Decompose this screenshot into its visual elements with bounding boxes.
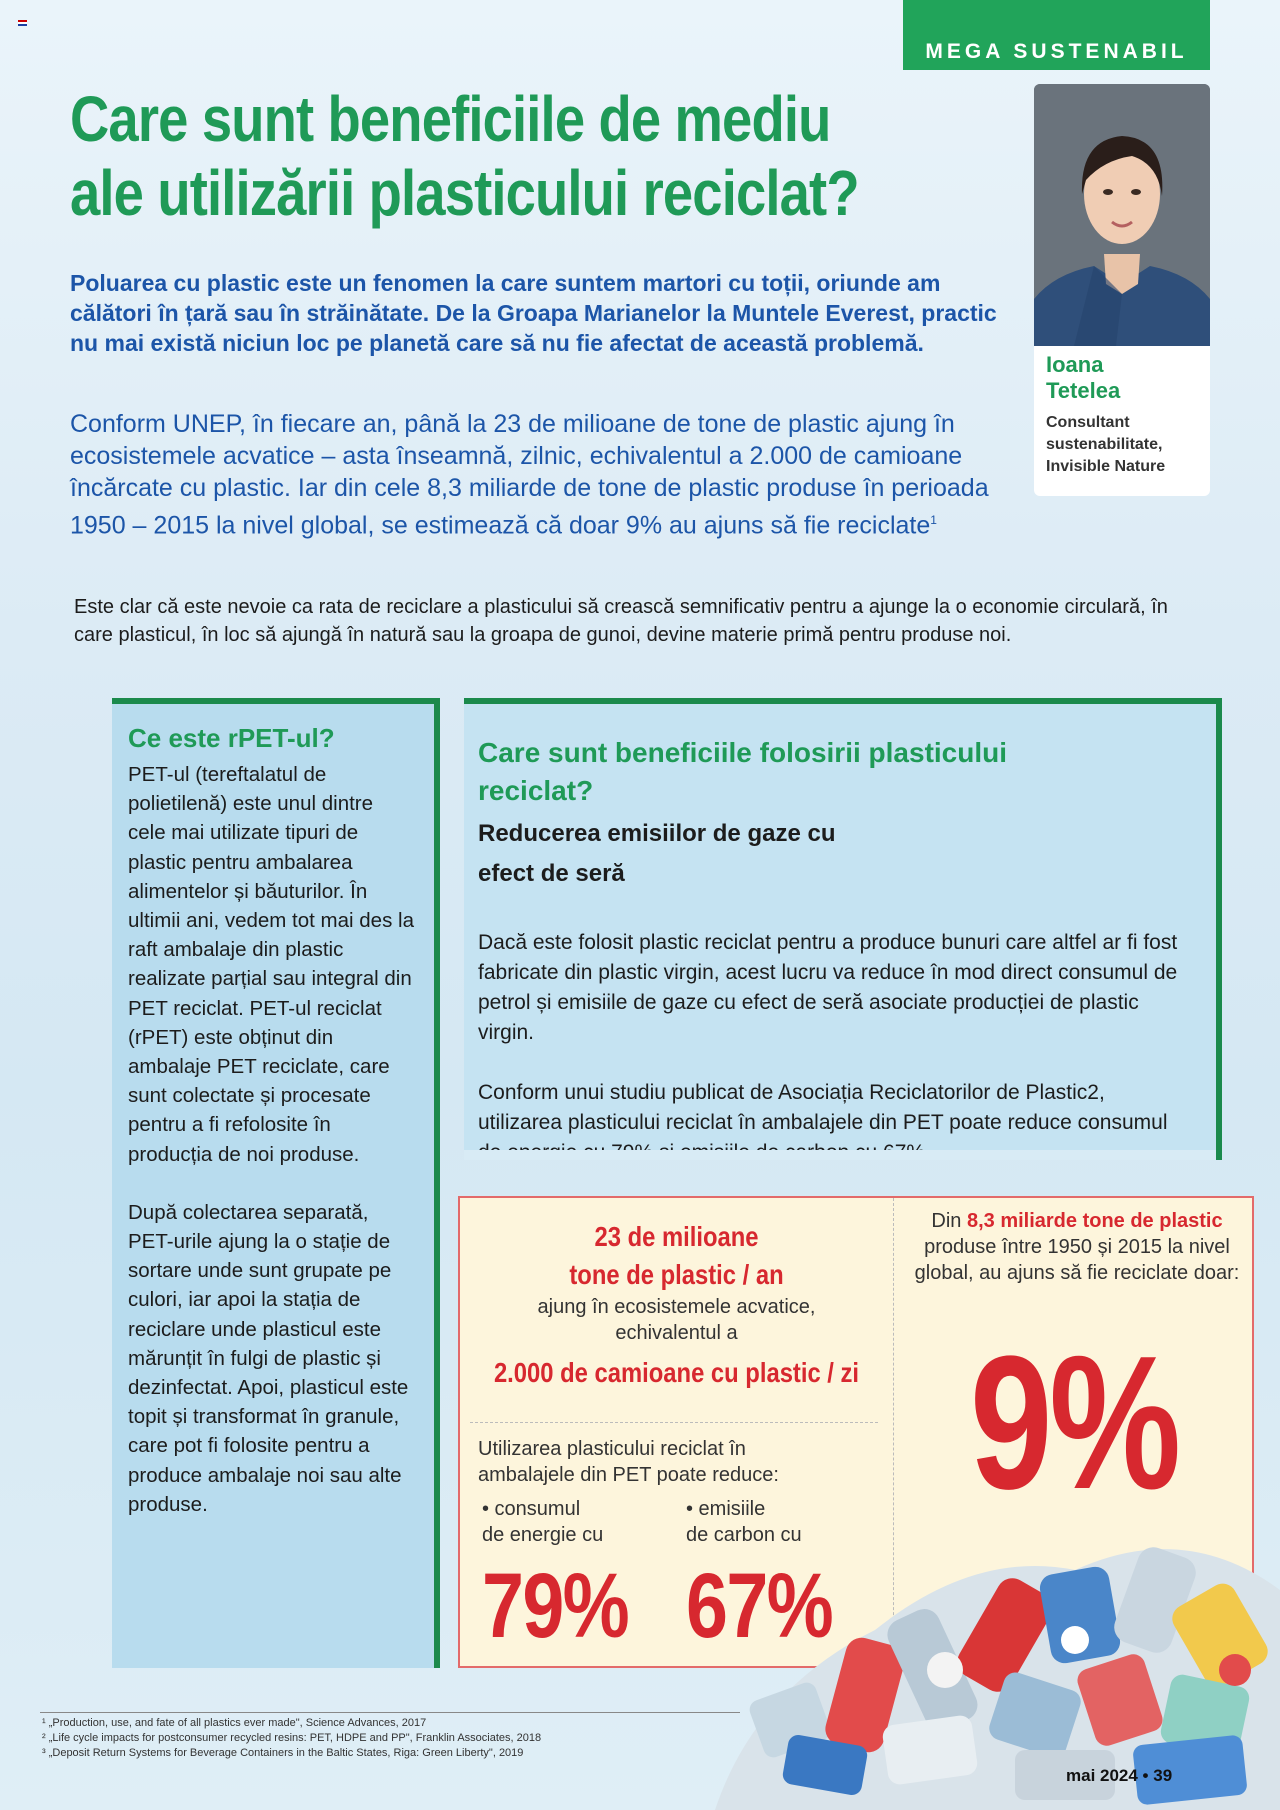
section-tag: MEGA SUSTENABIL: [903, 0, 1210, 70]
stat-recycled: Din 8,3 miliarde tone de plastic produse între 1950 și 2015 la nivel global, au ajuns să fie reciclate doar:: [914, 1210, 1240, 1284]
stat-energy: • consumul de energie cu 79%: [482, 1498, 629, 1657]
stat-reduction-intro: Utilizarea plasticului reciclat în ambalajele din PET poate reduce:: [478, 1438, 779, 1486]
footnote-divider: [40, 1712, 740, 1713]
intro-paragraph: Este clar că este nevoie ca rata de reciclare a plasticului să crească semnificativ pentru a ajunge la o economie circulară, în care plasticul, în loc să ajungă în natură sau la groapa de gunoi, devine materie primă pentru produse noi.: [74, 596, 1168, 646]
footnote: ³ „Deposit Return Systems for Beverage Containers in the Baltic States, Riga: Green Liberty", 2019: [42, 1747, 524, 1759]
stat-highlight: tone de plastic / an: [569, 1259, 784, 1290]
benefits-paragraph: Dacă este folosit plastic reciclat pentru a produce bunuri care altfel ar fi fost fabricate din plastic virgin, acest lucru va reduce în mod direct consumul de petrol și emisiile de gaze cu efect de seră asociate producției de plastic virgin.: [478, 931, 1178, 1044]
lead-stats-paragraph: Conform UNEP, în fiecare an, până la 23 de milioane de tone de plastic ajung în ecosistemele acvatice – asta înseamnă, zilnic, echivalentul a 2.000 de camioane încărcate cu plastic. Iar din cele 8,3 miliarde de tone de plastic produse în perioada 1950 – 2015 la nivel global, se estimează că doar 9% au ajuns să fie reciclate$^1$: [70, 410, 989, 540]
divider: [470, 1422, 878, 1423]
benefits-paragraph: Conform unui studiu publicat de Asociația Reciclatorilor de Plastic2, utilizarea plasticului reciclat în ambalajele din PET poate reduce consumul: [478, 1081, 1168, 1134]
stat-recycled-value: 9%: [970, 1317, 1178, 1529]
stat-carbon-value: 67%: [686, 1555, 833, 1657]
stat-text: echivalentul a: [615, 1322, 738, 1344]
box-cutoff: [464, 1150, 1216, 1160]
person-portrait-icon: [1034, 84, 1210, 346]
footnotes: [42, 1716, 802, 1761]
stat-highlight: 8,3 miliarde tone de plastic: [966, 1210, 1223, 1232]
rpet-paragraph: PET-ul (tereftalatul de polietilenă) este unul dintre cele mai utilizate tipuri de plastic pentru ambalarea alimentelor și băuturilor. În ultimii ani, vedem tot mai des la raft ambalaje din plastic realizate parțial sau integral din PET reciclat. PET-ul reciclat (rPET) este obținut din ambalaje PET reciclate, care sunt colectate și procesate pentru a fi refolosite în producția de noi produse.: [128, 763, 414, 1166]
author-role: Consultant sustenabilitate, Invisible Nature: [1046, 414, 1166, 475]
rpet-sidebar: [112, 698, 440, 1668]
lead-paragraph: Poluarea cu plastic este un fenomen la care suntem martori cu toții, oriunde am călători în țară sau în străinătate. De la Groapa Marianelor la Muntele Everest, practic nu mai există niciun loc pe planetă care să nu fie afectat de această problemă.: [70, 270, 997, 356]
stat-highlight: 23 de milioane: [594, 1221, 759, 1252]
author-card: [1034, 84, 1210, 496]
stat-energy-value: 79%: [482, 1555, 629, 1657]
rpet-paragraph: După colectarea separată, PET-urile ajung la o stație de sortare unde sunt grupate pe culori, iar apoi la stația de reciclare unde plasticul este mărunțit în fulgi de plastic și dezinfectat. Apoi, plasticul este topit și transformat în granule, care pot fi folosite pentru a produce ambalaje noi sau alte produse.: [128, 1200, 409, 1516]
footnote: ² „Life cycle impacts for postconsumer recycled resins: PET, HDPE and PP", Franklin Associates, 2018: [42, 1732, 542, 1744]
footnote: ¹ „Production, use, and fate of all plastics ever made", Science Advances, 2017: [42, 1717, 427, 1729]
stat-text: ajung în ecosistemele acvatice,: [537, 1296, 816, 1318]
title-line-2: ale utilizării plasticului reciclat?: [70, 157, 859, 229]
author-name: Ioana Tetelea: [1046, 352, 1121, 403]
rpet-title: Ce este rPET-ul?: [128, 723, 335, 753]
benefits-box: [464, 698, 1222, 1160]
stat-aquatic: [460, 1218, 893, 1392]
page-title: [70, 82, 859, 230]
footnote-ref: 1: [930, 513, 937, 527]
benefits-title: Care sunt beneficiile folosirii plasticului reciclat?: [478, 737, 1008, 806]
page-number: mai 2024 • 39: [1066, 1766, 1173, 1785]
benefits-subtitle: Reducerea emisiilor de gaze cu efect de seră: [478, 820, 836, 887]
author-photo: [1034, 84, 1210, 346]
title-line-1: Care sunt beneficiile de mediu: [70, 83, 831, 155]
stat-carbon: • emisiile de carbon cu 67%: [686, 1496, 886, 1654]
flag-icon: [18, 20, 27, 26]
stat-highlight: 2.000 de camioane cu plastic / zi: [493, 1357, 860, 1388]
